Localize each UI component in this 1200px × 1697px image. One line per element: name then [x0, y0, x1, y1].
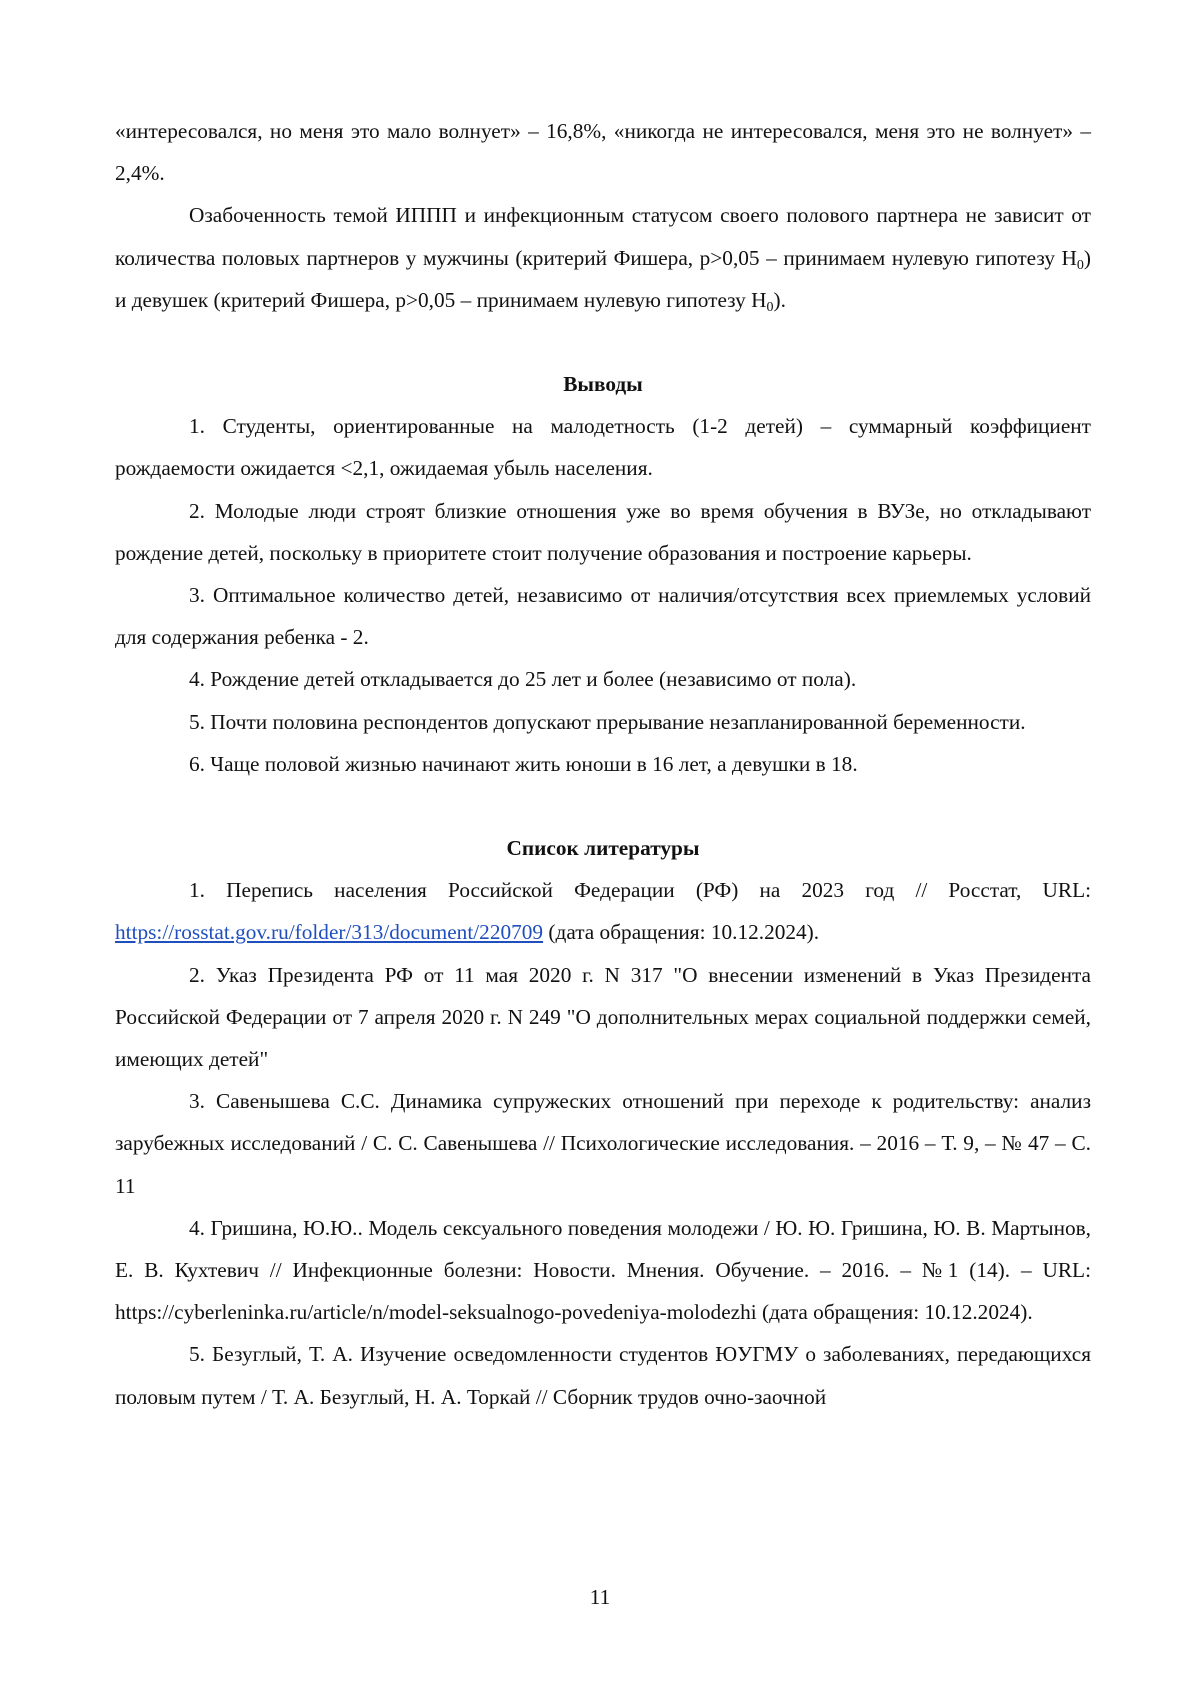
reference-1-access-date: (дата обращения: 10.12.2024).	[543, 920, 819, 944]
h0-subscript-1: 0	[1077, 258, 1084, 273]
intro-p2-text-c: ).	[773, 288, 785, 312]
page-content	[115, 110, 1091, 1418]
conclusion-item-5: 5. Почти половина респондентов допускают прерывание незапланированной беременности.	[115, 701, 1091, 743]
reference-item-2: 2. Указ Президента РФ от 11 мая 2020 г. N 317 "О внесении изменений в Указ Президента Российской Федерации от 7 апреля 2020 г. N 249 "О дополнительных мерах социальной поддержки семей, имеющих детей"	[115, 954, 1091, 1081]
h0-subscript-2: 0	[766, 300, 773, 315]
references-heading: Список литературы	[115, 827, 1091, 869]
reference-item-4: 4. Гришина, Ю.Ю.. Модель сексуального поведения молодежи / Ю. Ю. Гришина, Ю. В. Мартынов, Е. В. Кухтевич // Инфекционные болезни: Новости. Мнения. Обучение. – 2016. – №1 (14). – URL: https://cyberleninka.ru/article/n/model-seksualnogo-povedeniya-molodezhi (дата обращения: 10.12.2024).	[115, 1207, 1091, 1334]
reference-1-text: 1. Перепись населения Российской Федерации (РФ) на 2023 год // Росстат, URL:	[189, 878, 1091, 902]
conclusion-item-1: 1. Студенты, ориентированные на малодетность (1-2 детей) – суммарный коэффициент рождаемости ожидается <2,1, ожидаемая убыль населения.	[115, 405, 1091, 489]
conclusion-item-2: 2. Молодые люди строят близкие отношения уже во время обучения в ВУЗе, но откладывают рождение детей, поскольку в приоритете стоит получение образования и построение карьеры.	[115, 490, 1091, 574]
document-page	[0, 0, 1200, 1697]
intro-paragraph-1: «интересовался, но меня это мало волнует» – 16,8%, «никогда не интересовался, меня это не волнует» – 2,4%.	[115, 110, 1091, 194]
conclusion-item-4: 4. Рождение детей откладывается до 25 лет и более (независимо от пола).	[115, 658, 1091, 700]
reference-item-3: 3. Савенышева С.С. Динамика супружеских отношений при переходе к родительству: анализ зарубежных исследований / С. С. Савенышева // Психологические исследования. – 2016 – Т. 9, – № 47 – С. 11	[115, 1080, 1091, 1207]
reference-item-1	[115, 869, 1091, 953]
reference-item-5: 5. Безуглый, Т. А. Изучение осведомленности студентов ЮУГМУ о заболеваниях, передающихся половым путем / Т. А. Безуглый, Н. А. Торкай // Сборник трудов очно-заочной	[115, 1333, 1091, 1417]
intro-p2-text-a: Озабоченность темой ИППП и инфекционным статусом своего полового партнера не зависит от количества половых партнеров у мужчины (критерий Фишера, p>0,05 – принимаем нулевую гипотезу H	[115, 203, 1091, 269]
spacer	[115, 785, 1091, 827]
conclusion-item-3: 3. Оптимальное количество детей, независимо от наличия/отсутствия всех приемлемых условий для содержания ребенка - 2.	[115, 574, 1091, 658]
intro-paragraph-2	[115, 194, 1091, 321]
rosstat-link[interactable]: https://rosstat.gov.ru/folder/313/document/220709	[115, 920, 543, 944]
conclusions-heading: Выводы	[115, 363, 1091, 405]
intro-p2-text-b: ) и девушек (критерий Фишера, p>0,05 – принимаем нулевую гипотезу H	[115, 246, 1091, 312]
spacer	[115, 321, 1091, 363]
conclusion-item-6: 6. Чаще половой жизнью начинают жить юноши в 16 лет, а девушки в 18.	[115, 743, 1091, 785]
page-number: 11	[0, 1582, 1200, 1612]
